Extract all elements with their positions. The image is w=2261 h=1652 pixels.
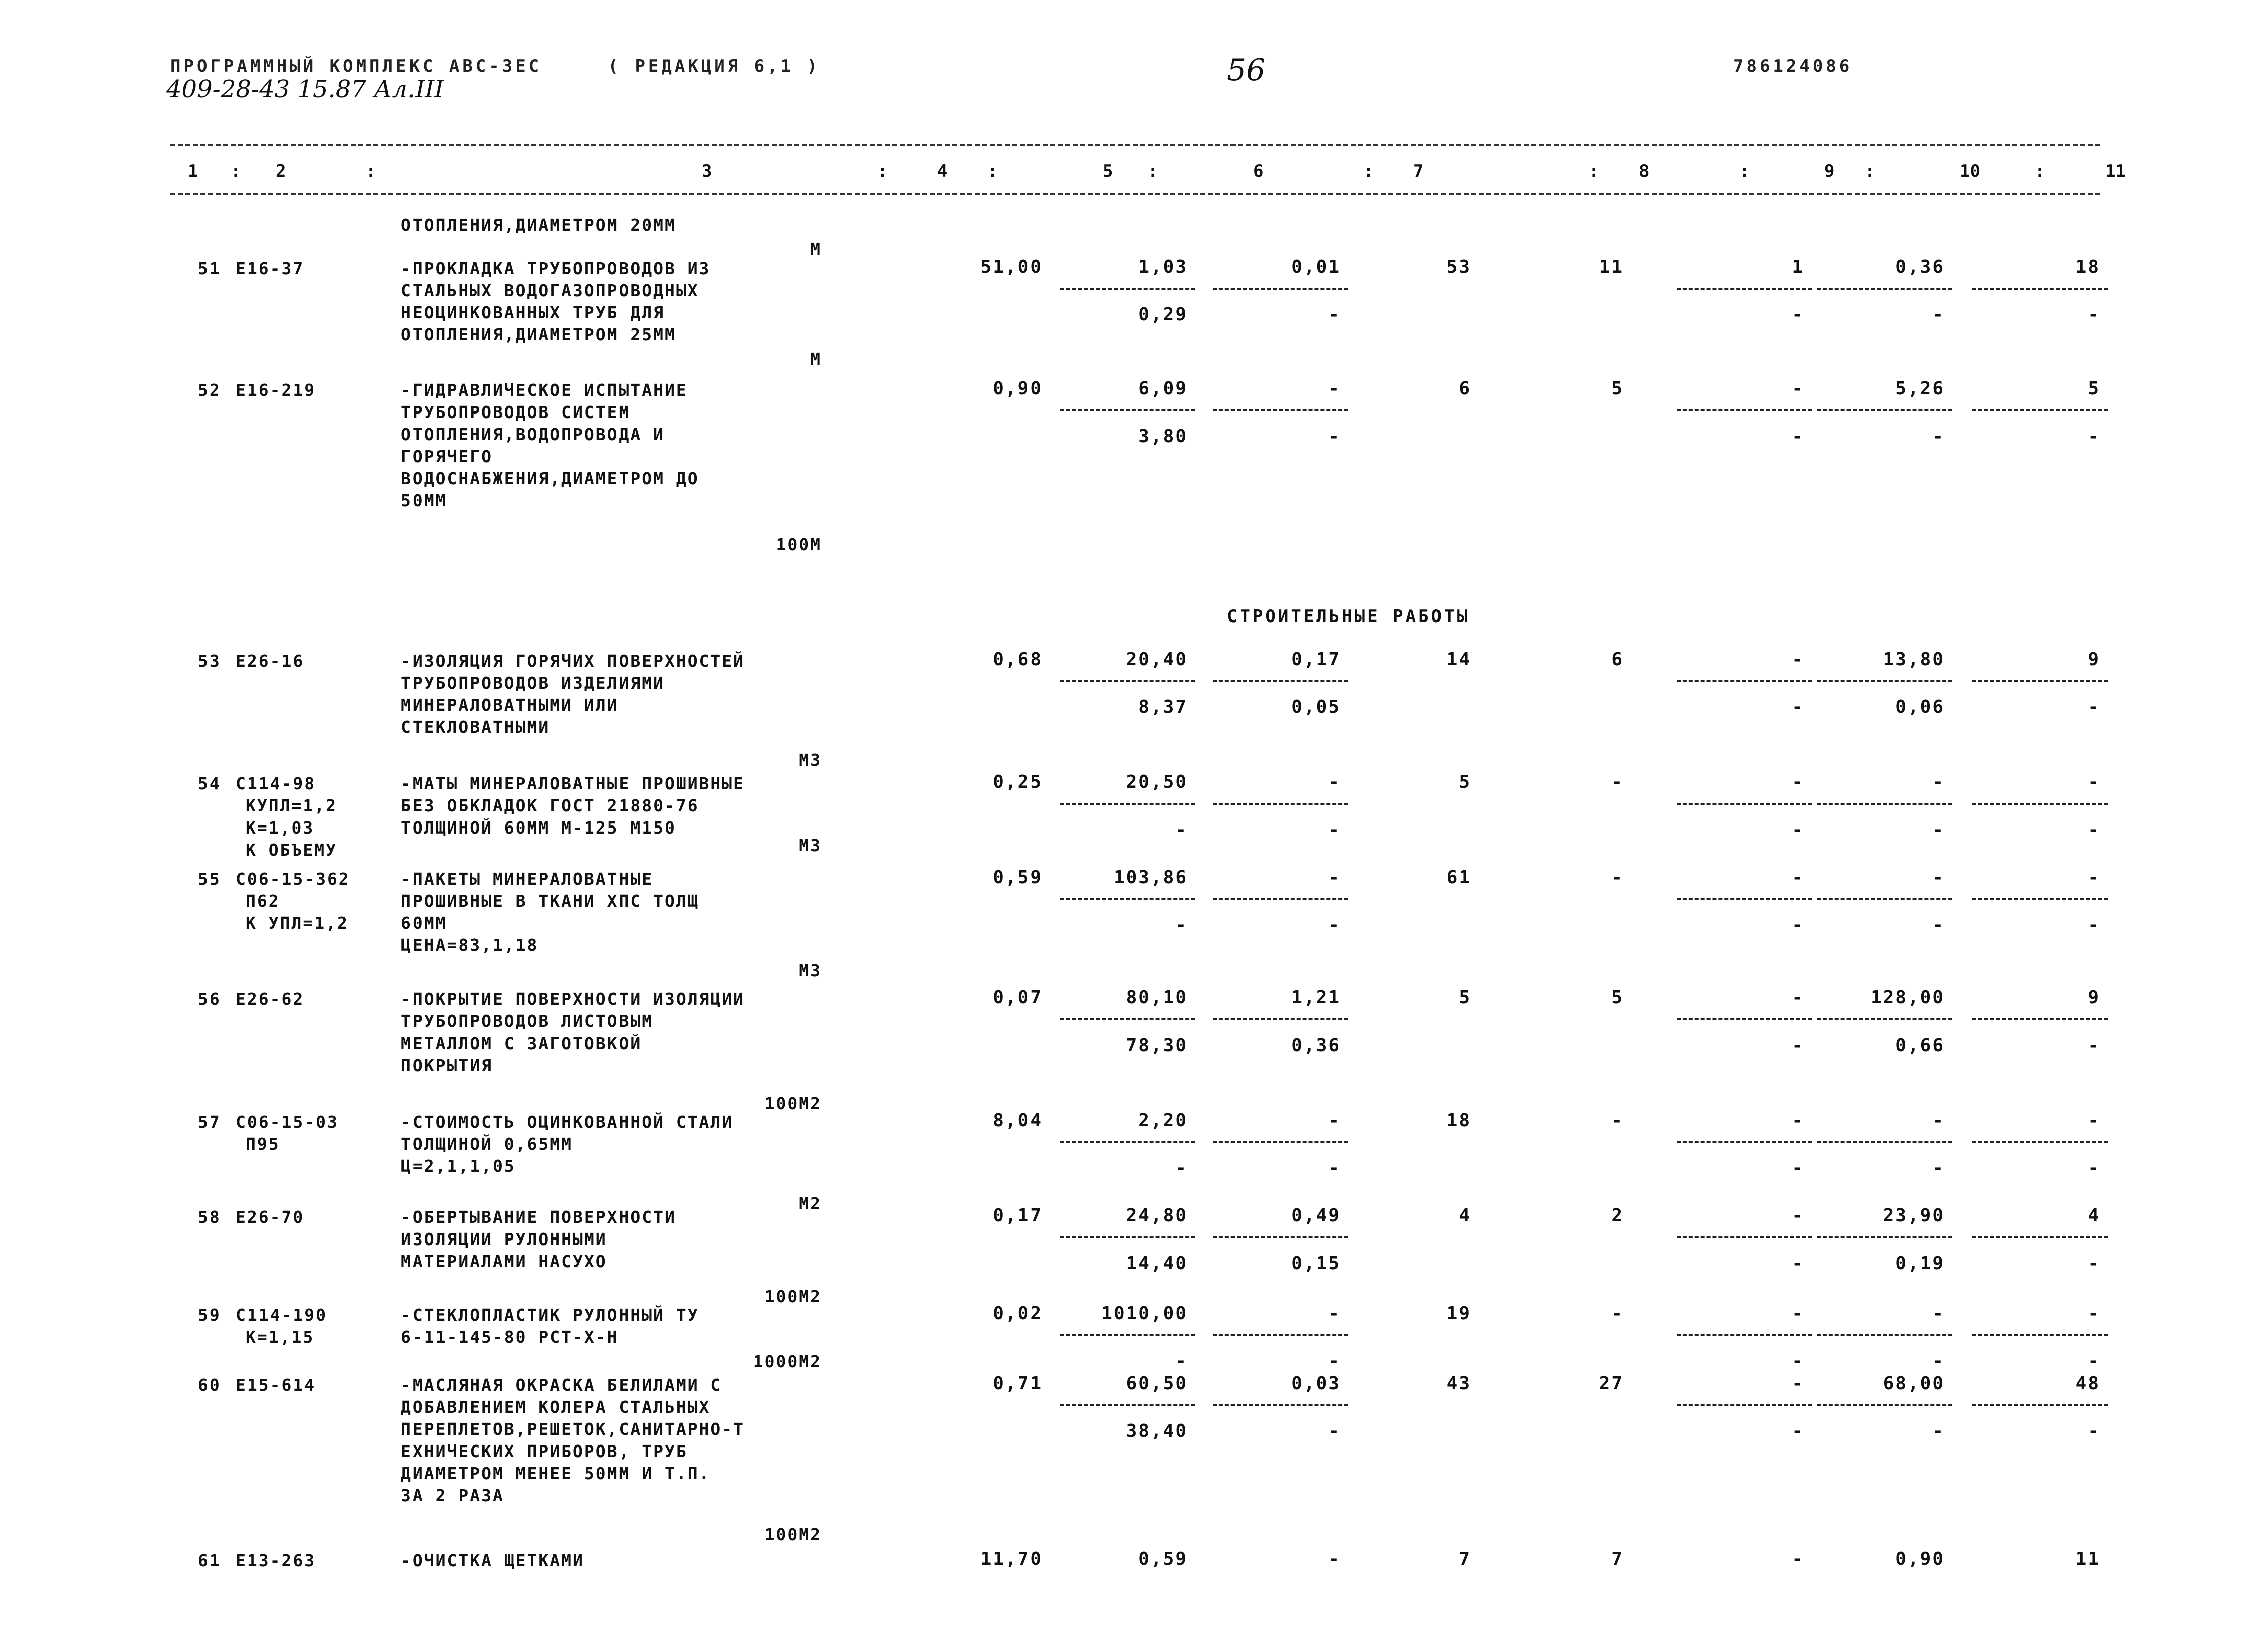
fraction-rule bbox=[1213, 1018, 1348, 1020]
unit-cost-top: 1010,00 bbox=[1101, 1303, 1188, 1324]
col10-value-top: - bbox=[1932, 772, 1945, 792]
machine-cost-top: - bbox=[1328, 378, 1341, 399]
fraction-rule bbox=[1213, 288, 1348, 290]
machine-cost-top: - bbox=[1328, 1303, 1341, 1324]
fraction-rule bbox=[1817, 1141, 1952, 1143]
col9-value-bottom: - bbox=[1792, 426, 1804, 447]
machine-cost-bottom: - bbox=[1328, 915, 1341, 935]
fraction-rule bbox=[1677, 1018, 1812, 1020]
col9-value-top: 1 bbox=[1792, 257, 1804, 277]
fraction-rule bbox=[1060, 1018, 1195, 1020]
fraction-rule bbox=[1060, 803, 1195, 805]
machine-cost-bottom: - bbox=[1328, 1158, 1341, 1178]
col11-value-top: 4 bbox=[2088, 1205, 2100, 1226]
total-value: 53 bbox=[1446, 257, 1471, 277]
work-description-line: ПЕРЕПЛЕТОВ,РЕШЕТОК,САНИТАРНО-Т bbox=[401, 1419, 745, 1439]
work-description-line: ДОБАВЛЕНИЕМ КОЛЕРА СТАЛЬНЫХ bbox=[401, 1397, 711, 1417]
rate-code: Е16-37 bbox=[236, 259, 305, 278]
fraction-rule bbox=[1677, 1141, 1812, 1143]
machine-cost-bottom: 0,36 bbox=[1291, 1035, 1341, 1056]
work-description-line: МИНЕРАЛОВАТНЫМИ ИЛИ bbox=[401, 695, 619, 715]
handwritten-reference: 409-28-43 15.87 Ал.III bbox=[166, 75, 444, 103]
column-number: : bbox=[1589, 161, 1599, 181]
row-number: 52 bbox=[198, 380, 221, 400]
col10-value-top: 0,90 bbox=[1895, 1549, 1945, 1569]
total-value: 14 bbox=[1446, 649, 1471, 670]
unit-cost-top: 2,20 bbox=[1138, 1110, 1188, 1131]
col10-value-bottom: - bbox=[1932, 915, 1945, 935]
work-description-line: БЕЗ ОБКЛАДОК ГОСТ 21880-76 bbox=[401, 796, 699, 815]
unit-of-measure: 100М bbox=[776, 535, 822, 554]
fraction-rule bbox=[1972, 1141, 2108, 1143]
col11-value-bottom: - bbox=[2088, 426, 2100, 447]
wage-value: 7 bbox=[1611, 1549, 1624, 1569]
col11-value-bottom: - bbox=[2088, 1035, 2100, 1056]
col11-value-bottom: - bbox=[2088, 304, 2100, 325]
quantity-value: 0,71 bbox=[993, 1373, 1043, 1394]
col9-value-top: - bbox=[1792, 1205, 1804, 1226]
work-description-line: -ГИДРАВЛИЧЕСКОЕ ИСПЫТАНИЕ bbox=[401, 380, 688, 400]
work-description-line: ИЗОЛЯЦИИ РУЛОННЫМИ bbox=[401, 1229, 607, 1249]
unit-cost-top: 1,03 bbox=[1138, 257, 1188, 277]
machine-cost-top: 0,01 bbox=[1291, 257, 1341, 277]
rate-code: С114-190 bbox=[236, 1305, 327, 1325]
machine-cost-top: 0,03 bbox=[1291, 1373, 1341, 1394]
fraction-rule bbox=[1677, 803, 1812, 805]
work-description-line: ПРОШИВНЫЕ В ТКАНИ ХПС ТОЛЩ bbox=[401, 891, 699, 911]
row-number: 58 bbox=[198, 1207, 221, 1227]
unit-cost-top: 103,86 bbox=[1113, 867, 1188, 888]
fraction-rule bbox=[1677, 1404, 1812, 1406]
total-value: 4 bbox=[1459, 1205, 1471, 1226]
work-description-line: ДИАМЕТРОМ МЕНЕЕ 50ММ И Т.П. bbox=[401, 1464, 711, 1483]
fraction-rule bbox=[1060, 288, 1195, 290]
fraction-rule bbox=[1817, 1334, 1952, 1336]
col11-value-top: - bbox=[2088, 1303, 2100, 1324]
machine-cost-bottom: 0,15 bbox=[1291, 1253, 1341, 1274]
fraction-rule bbox=[1677, 898, 1812, 900]
row-number: 56 bbox=[198, 989, 221, 1009]
machine-cost-top: - bbox=[1328, 1110, 1341, 1131]
column-number: 5 bbox=[1103, 161, 1113, 181]
work-description-line: -ОЧИСТКА ЩЕТКАМИ bbox=[401, 1551, 584, 1570]
wage-value: 2 bbox=[1611, 1205, 1624, 1226]
fraction-rule bbox=[1972, 1018, 2108, 1020]
col11-value-top: 9 bbox=[2088, 987, 2100, 1008]
total-value: 6 bbox=[1459, 378, 1471, 399]
edition-label: ( РЕДАКЦИЯ 6,1 ) bbox=[608, 56, 821, 76]
rate-code-note: КУПЛ=1,2 bbox=[246, 796, 337, 815]
work-description-line: ТРУБОПРОВОДОВ ЛИСТОВЫМ bbox=[401, 1011, 654, 1031]
work-description-line: ЗА 2 РАЗА bbox=[401, 1486, 504, 1505]
work-description-line: ЕХНИЧЕСКИХ ПРИБОРОВ, ТРУБ bbox=[401, 1441, 688, 1461]
fraction-rule bbox=[1972, 680, 2108, 682]
fraction-rule bbox=[1677, 409, 1812, 411]
work-description-line: -ОБЕРТЫВАНИЕ ПОВЕРХНОСТИ bbox=[401, 1207, 676, 1227]
fraction-rule bbox=[1060, 1141, 1195, 1143]
machine-cost-bottom: - bbox=[1328, 1351, 1341, 1371]
col11-value-bottom: - bbox=[2088, 697, 2100, 717]
work-description-line: -ПАКЕТЫ МИНЕРАЛОВАТНЫЕ bbox=[401, 869, 654, 889]
fraction-rule bbox=[1060, 680, 1195, 682]
col10-value-top: - bbox=[1932, 1110, 1945, 1131]
column-number: 11 bbox=[2105, 161, 2126, 181]
rate-code-note: П95 bbox=[246, 1134, 280, 1154]
col11-value-top: 48 bbox=[2075, 1373, 2100, 1394]
rate-code: Е16-219 bbox=[236, 380, 316, 400]
column-number: : bbox=[877, 161, 888, 181]
machine-cost-bottom: - bbox=[1328, 819, 1341, 840]
fraction-rule bbox=[1972, 1236, 2108, 1238]
col9-value-bottom: - bbox=[1792, 1158, 1804, 1178]
work-description-line: ОТОПЛЕНИЯ,ВОДОПРОВОДА И bbox=[401, 425, 665, 444]
column-number: : bbox=[231, 161, 241, 181]
col11-value-top: 18 bbox=[2075, 257, 2100, 277]
total-value: 43 bbox=[1446, 1373, 1471, 1394]
fraction-rule bbox=[1677, 1334, 1812, 1336]
unit-cost-bottom: 3,80 bbox=[1138, 426, 1188, 447]
col10-value-bottom: - bbox=[1932, 426, 1945, 447]
col10-value-bottom: - bbox=[1932, 819, 1945, 840]
column-number: 6 bbox=[1253, 161, 1264, 181]
unit-of-measure: М bbox=[810, 349, 822, 369]
col9-value-top: - bbox=[1792, 649, 1804, 670]
work-description-line: МЕТАЛЛОМ С ЗАГОТОВКОЙ bbox=[401, 1034, 642, 1053]
quantity-value: 51,00 bbox=[980, 257, 1043, 277]
col10-value-bottom: 0,66 bbox=[1895, 1035, 1945, 1056]
col9-value-top: - bbox=[1792, 1373, 1804, 1394]
total-value: 5 bbox=[1459, 987, 1471, 1008]
fraction-rule bbox=[1817, 288, 1952, 290]
fraction-rule bbox=[1817, 1404, 1952, 1406]
rate-code-note: К=1,15 bbox=[246, 1327, 315, 1347]
unit-of-measure: 100М2 bbox=[764, 1287, 822, 1306]
machine-cost-top: 1,21 bbox=[1291, 987, 1341, 1008]
fraction-rule bbox=[1972, 1404, 2108, 1406]
fraction-rule bbox=[1060, 898, 1195, 900]
work-description-line: ВОДОСНАБЖЕНИЯ,ДИАМЕТРОМ ДО bbox=[401, 469, 699, 488]
col11-value-top: - bbox=[2088, 772, 2100, 792]
work-description-line: 60ММ bbox=[401, 913, 447, 933]
unit-cost-bottom: 78,30 bbox=[1126, 1035, 1188, 1056]
column-number: 8 bbox=[1639, 161, 1650, 181]
fraction-rule bbox=[1817, 409, 1952, 411]
wage-value: 6 bbox=[1611, 649, 1624, 670]
column-number: 4 bbox=[937, 161, 948, 181]
row-number: 61 bbox=[198, 1551, 221, 1570]
rate-code: Е26-70 bbox=[236, 1207, 305, 1227]
fraction-rule bbox=[1972, 409, 2108, 411]
col9-value-top: - bbox=[1792, 772, 1804, 792]
fraction-rule bbox=[1213, 1141, 1348, 1143]
machine-cost-top: - bbox=[1328, 772, 1341, 792]
fraction-rule bbox=[1972, 1334, 2108, 1336]
col9-value-bottom: - bbox=[1792, 304, 1804, 325]
unit-cost-top: 80,10 bbox=[1126, 987, 1188, 1008]
work-description-line: -СТЕКЛОПЛАСТИК РУЛОННЫЙ ТУ bbox=[401, 1305, 699, 1325]
fraction-rule bbox=[1817, 680, 1952, 682]
col10-value-bottom: - bbox=[1932, 304, 1945, 325]
fraction-rule bbox=[1060, 1404, 1195, 1406]
fraction-rule bbox=[1817, 898, 1952, 900]
quantity-value: 0,25 bbox=[993, 772, 1043, 792]
fraction-rule bbox=[1817, 803, 1952, 805]
column-number: 7 bbox=[1413, 161, 1424, 181]
column-number: : bbox=[2035, 161, 2045, 181]
wage-value: 5 bbox=[1611, 987, 1624, 1008]
col10-value-top: 13,80 bbox=[1883, 649, 1945, 670]
work-description-line: ТРУБОПРОВОДОВ СИСТЕМ bbox=[401, 402, 631, 422]
unit-cost-bottom: - bbox=[1175, 1351, 1188, 1371]
rate-code-note: К=1,03 bbox=[246, 818, 315, 838]
work-description-line: Ц=2,1,1,05 bbox=[401, 1156, 516, 1176]
quantity-value: 0,17 bbox=[993, 1205, 1043, 1226]
unit-of-measure: 100М2 bbox=[764, 1094, 822, 1113]
col10-value-top: 23,90 bbox=[1883, 1205, 1945, 1226]
col10-value-bottom: 0,06 bbox=[1895, 697, 1945, 717]
unit-cost-bottom: 0,29 bbox=[1138, 304, 1188, 325]
fraction-rule bbox=[1213, 1404, 1348, 1406]
fraction-rule bbox=[1213, 803, 1348, 805]
col10-value-bottom: - bbox=[1932, 1421, 1945, 1441]
col11-value-bottom: - bbox=[2088, 1351, 2100, 1371]
section-title: СТРОИТЕЛЬНЫЕ РАБОТЫ bbox=[1227, 606, 1470, 627]
unit-of-measure: М2 bbox=[799, 1194, 822, 1213]
col10-value-top: 5,26 bbox=[1895, 378, 1945, 399]
row-number: 57 bbox=[198, 1112, 221, 1132]
row-number: 55 bbox=[198, 869, 221, 889]
fraction-rule bbox=[1213, 409, 1348, 411]
unit-cost-bottom: 38,40 bbox=[1126, 1421, 1188, 1441]
fraction-rule bbox=[1677, 1236, 1812, 1238]
work-description-line: ОТОПЛЕНИЯ,ДИАМЕТРОМ 25ММ bbox=[401, 325, 676, 344]
col11-value-bottom: - bbox=[2088, 1421, 2100, 1441]
unit-cost-bottom: - bbox=[1175, 1158, 1188, 1178]
col11-value-bottom: - bbox=[2088, 1253, 2100, 1274]
col9-value-bottom: - bbox=[1792, 915, 1804, 935]
program-name: ПРОГРАММНЫЙ КОМПЛЕКС АВС-ЗЕС bbox=[170, 56, 542, 76]
row-number: 59 bbox=[198, 1305, 221, 1325]
machine-cost-top: - bbox=[1328, 867, 1341, 888]
column-number: 10 bbox=[1960, 161, 1980, 181]
document-code: 786124086 bbox=[1733, 56, 1853, 76]
col9-value-bottom: - bbox=[1792, 1351, 1804, 1371]
column-number: 2 bbox=[276, 161, 286, 181]
col10-value-bottom: - bbox=[1932, 1158, 1945, 1178]
work-description-line: ПОКРЫТИЯ bbox=[401, 1056, 493, 1075]
row-number: 54 bbox=[198, 774, 221, 793]
fraction-rule bbox=[1060, 409, 1195, 411]
rate-code-note: К УПЛ=1,2 bbox=[246, 913, 349, 933]
col9-value-top: - bbox=[1792, 867, 1804, 888]
fraction-rule bbox=[1972, 898, 2108, 900]
col9-value-top: - bbox=[1792, 1549, 1804, 1569]
column-number: : bbox=[1865, 161, 1875, 181]
work-description-line: ТОЛЩИНОЙ 60ММ М-125 М150 bbox=[401, 818, 676, 838]
fraction-rule bbox=[1060, 1334, 1195, 1336]
quantity-value: 0,07 bbox=[993, 987, 1043, 1008]
unit-of-measure: М3 bbox=[799, 750, 822, 770]
wage-value: - bbox=[1611, 772, 1624, 792]
col9-value-top: - bbox=[1792, 1303, 1804, 1324]
column-number: : bbox=[1363, 161, 1374, 181]
col11-value-bottom: - bbox=[2088, 1158, 2100, 1178]
machine-cost-bottom: 0,05 bbox=[1291, 697, 1341, 717]
work-description-line: СТЕКЛОВАТНЫМИ bbox=[401, 717, 550, 737]
col9-value-top: - bbox=[1792, 378, 1804, 399]
machine-cost-top: 0,17 bbox=[1291, 649, 1341, 670]
fraction-rule bbox=[1060, 1236, 1195, 1238]
column-number: : bbox=[1739, 161, 1750, 181]
quantity-value: 11,70 bbox=[980, 1549, 1043, 1569]
work-description-line: ОТОПЛЕНИЯ,ДИАМЕТРОМ 20ММ bbox=[401, 215, 676, 235]
wage-value: 11 bbox=[1599, 257, 1624, 277]
col9-value-top: - bbox=[1792, 987, 1804, 1008]
unit-of-measure: М3 bbox=[799, 836, 822, 855]
total-value: 18 bbox=[1446, 1110, 1471, 1131]
col11-value-top: - bbox=[2088, 1110, 2100, 1131]
work-description-line: СТАЛЬНЫХ ВОДОГАЗОПРОВОДНЫХ bbox=[401, 281, 699, 300]
unit-cost-bottom: - bbox=[1175, 915, 1188, 935]
col10-value-top: - bbox=[1932, 867, 1945, 888]
col9-value-bottom: - bbox=[1792, 1035, 1804, 1056]
unit-of-measure: М3 bbox=[799, 961, 822, 980]
rate-code: Е13-263 bbox=[236, 1551, 316, 1570]
fraction-rule bbox=[1972, 288, 2108, 290]
rate-code-note: К ОБЪЕМУ bbox=[246, 840, 337, 860]
quantity-value: 0,90 bbox=[993, 378, 1043, 399]
work-description-line: -МАТЫ МИНЕРАЛОВАТНЫЕ ПРОШИВНЫЕ bbox=[401, 774, 745, 793]
column-number: 3 bbox=[702, 161, 712, 181]
machine-cost-top: - bbox=[1328, 1549, 1341, 1569]
column-number: : bbox=[987, 161, 998, 181]
col11-value-top: 9 bbox=[2088, 649, 2100, 670]
work-description-line: ТОЛЩИНОЙ 0,65ММ bbox=[401, 1134, 573, 1154]
rate-code: Е15-614 bbox=[236, 1375, 316, 1395]
unit-of-measure: М bbox=[810, 239, 822, 259]
work-description-line: -СТОИМОСТЬ ОЦИНКОВАННОЙ СТАЛИ bbox=[401, 1112, 734, 1132]
work-description-line: ГОРЯЧЕГО bbox=[401, 447, 493, 466]
fraction-rule bbox=[1213, 1334, 1348, 1336]
total-value: 7 bbox=[1459, 1549, 1471, 1569]
unit-of-measure: 100М2 bbox=[764, 1525, 822, 1544]
row-number: 51 bbox=[198, 259, 221, 278]
wage-value: - bbox=[1611, 1110, 1624, 1131]
work-description-line: ЦЕНА=83,1,18 bbox=[401, 935, 539, 955]
fraction-rule bbox=[1213, 898, 1348, 900]
quantity-value: 0,59 bbox=[993, 867, 1043, 888]
rate-code: С06-15-362 bbox=[236, 869, 350, 889]
quantity-value: 8,04 bbox=[993, 1110, 1043, 1131]
rate-code: Е26-62 bbox=[236, 989, 305, 1009]
unit-of-measure: 1000М2 bbox=[753, 1352, 822, 1371]
fraction-rule bbox=[1817, 1236, 1952, 1238]
unit-cost-bottom: 8,37 bbox=[1138, 697, 1188, 717]
row-number: 60 bbox=[198, 1375, 221, 1395]
work-description-line: МАТЕРИАЛАМИ НАСУХО bbox=[401, 1252, 607, 1271]
col11-value-bottom: - bbox=[2088, 915, 2100, 935]
unit-cost-top: 60,50 bbox=[1126, 1373, 1188, 1394]
col11-value-top: 11 bbox=[2075, 1549, 2100, 1569]
fraction-rule bbox=[1213, 680, 1348, 682]
work-description-line: 50ММ bbox=[401, 491, 447, 510]
col9-value-bottom: - bbox=[1792, 1421, 1804, 1441]
col11-value-bottom: - bbox=[2088, 819, 2100, 840]
column-number: : bbox=[1148, 161, 1158, 181]
wage-value: - bbox=[1611, 1303, 1624, 1324]
fraction-rule bbox=[1677, 680, 1812, 682]
column-number: 1 bbox=[188, 161, 198, 181]
rate-code: С06-15-03 bbox=[236, 1112, 339, 1132]
machine-cost-bottom: - bbox=[1328, 426, 1341, 447]
col10-value-top: 128,00 bbox=[1870, 987, 1945, 1008]
machine-cost-bottom: - bbox=[1328, 304, 1341, 325]
fraction-rule bbox=[1817, 1018, 1952, 1020]
col10-value-top: 0,36 bbox=[1895, 257, 1945, 277]
work-description-line: 6-11-145-80 РСТ-Х-Н bbox=[401, 1327, 619, 1347]
unit-cost-top: 0,59 bbox=[1138, 1549, 1188, 1569]
unit-cost-top: 20,40 bbox=[1126, 649, 1188, 670]
col10-value-top: 68,00 bbox=[1883, 1373, 1945, 1394]
wage-value: - bbox=[1611, 867, 1624, 888]
work-description-line: НЕОЦИНКОВАННЫХ ТРУБ ДЛЯ bbox=[401, 303, 665, 322]
wage-value: 27 bbox=[1599, 1373, 1624, 1394]
total-value: 5 bbox=[1459, 772, 1471, 792]
col11-value-top: - bbox=[2088, 867, 2100, 888]
total-value: 19 bbox=[1446, 1303, 1471, 1324]
quantity-value: 0,02 bbox=[993, 1303, 1043, 1324]
total-value: 61 bbox=[1446, 867, 1471, 888]
rate-code-note: П62 bbox=[246, 891, 280, 911]
work-description-line: ТРУБОПРОВОДОВ ИЗДЕЛИЯМИ bbox=[401, 673, 665, 693]
fraction-rule bbox=[1677, 288, 1812, 290]
unit-cost-top: 20,50 bbox=[1126, 772, 1188, 792]
row-number: 53 bbox=[198, 651, 221, 671]
col10-value-top: - bbox=[1932, 1303, 1945, 1324]
col10-value-bottom: 0,19 bbox=[1895, 1253, 1945, 1274]
work-description-line: -ПРОКЛАДКА ТРУБОПРОВОДОВ ИЗ bbox=[401, 259, 711, 278]
quantity-value: 0,68 bbox=[993, 649, 1043, 670]
unit-cost-top: 24,80 bbox=[1126, 1205, 1188, 1226]
unit-cost-top: 6,09 bbox=[1138, 378, 1188, 399]
rate-code: Е26-16 bbox=[236, 651, 305, 671]
fraction-rule bbox=[1213, 1236, 1348, 1238]
unit-cost-bottom: - bbox=[1175, 819, 1188, 840]
column-number: 9 bbox=[1824, 161, 1835, 181]
fraction-rule bbox=[1972, 803, 2108, 805]
work-description-line: -ПОКРЫТИЕ ПОВЕРХНОСТИ ИЗОЛЯЦИИ bbox=[401, 989, 745, 1009]
col10-value-bottom: - bbox=[1932, 1351, 1945, 1371]
work-description-line: -МАСЛЯНАЯ ОКРАСКА БЕЛИЛАМИ С bbox=[401, 1375, 722, 1395]
unit-cost-bottom: 14,40 bbox=[1126, 1253, 1188, 1274]
col9-value-bottom: - bbox=[1792, 697, 1804, 717]
col11-value-top: 5 bbox=[2088, 378, 2100, 399]
work-description-line: -ИЗОЛЯЦИЯ ГОРЯЧИХ ПОВЕРХНОСТЕЙ bbox=[401, 651, 745, 671]
machine-cost-bottom: - bbox=[1328, 1421, 1341, 1441]
machine-cost-top: 0,49 bbox=[1291, 1205, 1341, 1226]
col9-value-top: - bbox=[1792, 1110, 1804, 1131]
col9-value-bottom: - bbox=[1792, 1253, 1804, 1274]
column-number: : bbox=[366, 161, 376, 181]
wage-value: 5 bbox=[1611, 378, 1624, 399]
handwritten-page-number: 56 bbox=[1227, 53, 1266, 88]
col9-value-bottom: - bbox=[1792, 819, 1804, 840]
rate-code: С114-98 bbox=[236, 774, 316, 793]
